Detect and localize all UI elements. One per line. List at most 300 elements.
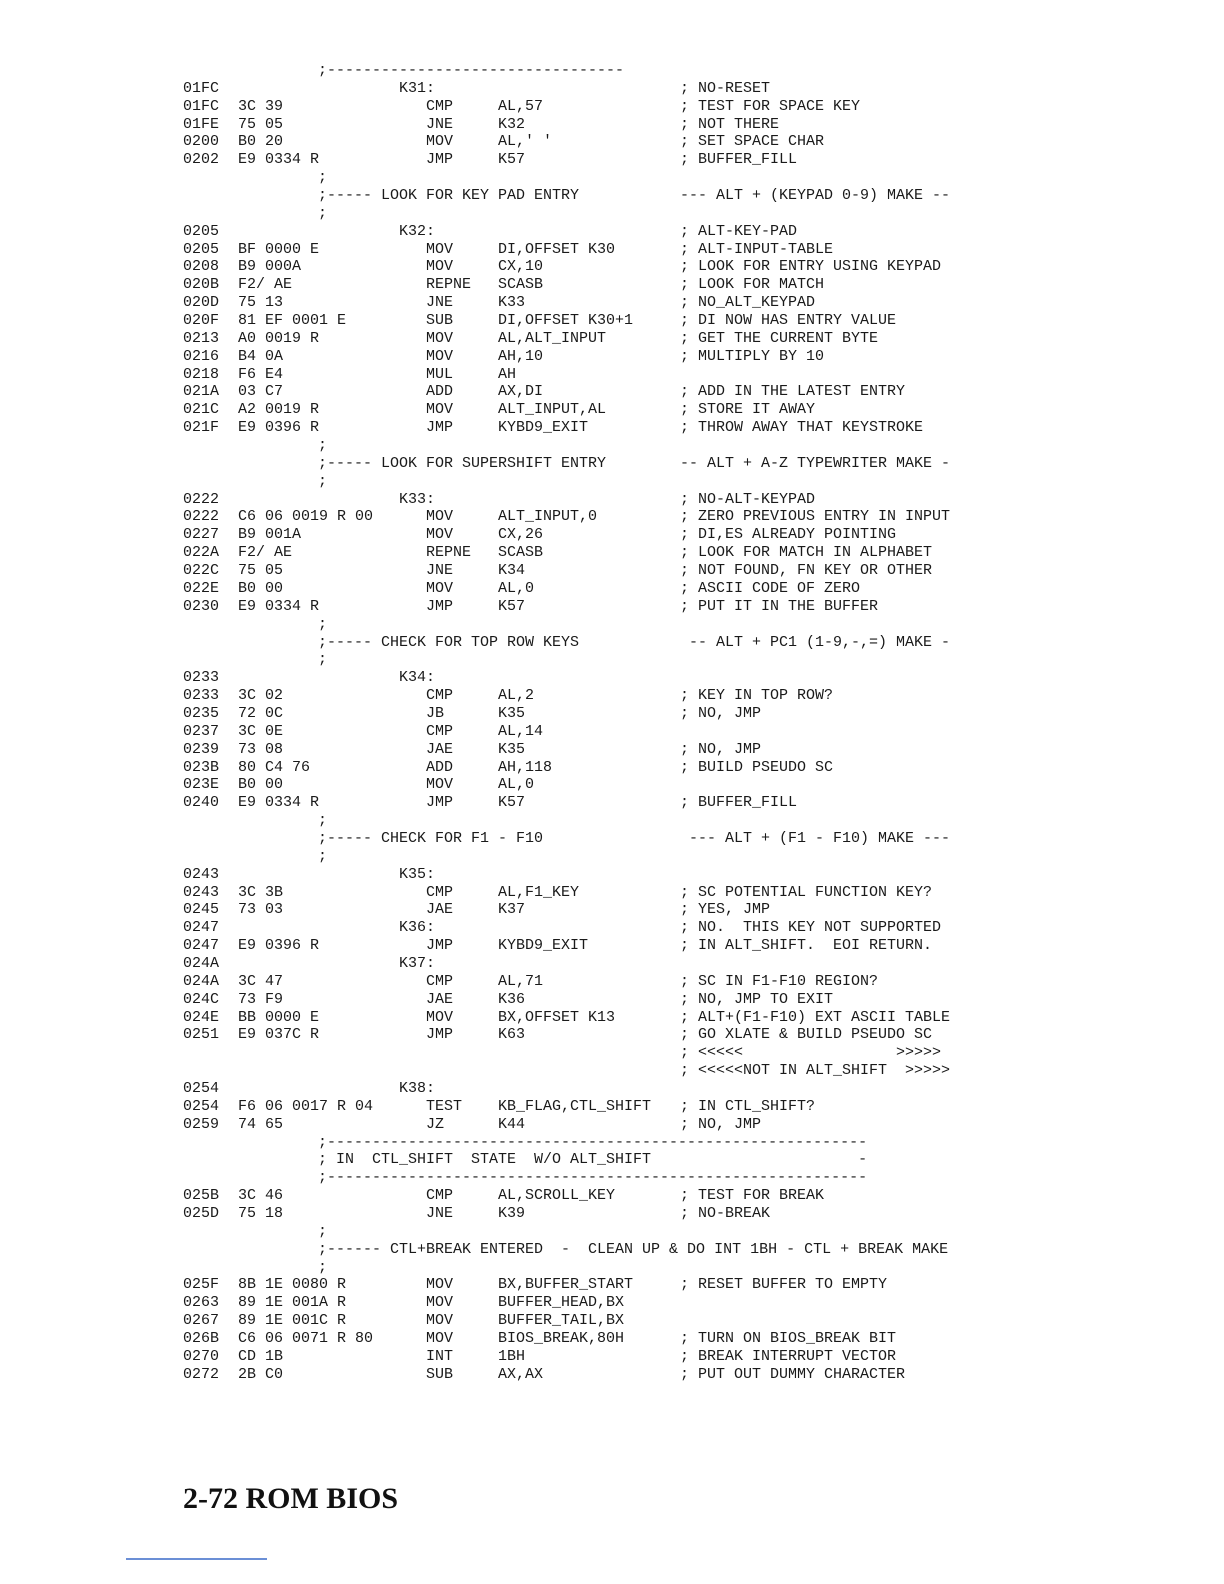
line-operands: AX,AX — [498, 1365, 544, 1383]
footer-rule — [126, 1558, 267, 1560]
line-opcode: JB — [426, 704, 445, 722]
line-machine-code: 74 65 — [238, 1115, 284, 1133]
line-opcode: MOV — [426, 1294, 454, 1312]
code-line — [183, 1366, 963, 1384]
line-address: 022A — [183, 544, 220, 562]
section-comment: --- ALT + (KEYPAD 0-9) MAKE -- — [680, 187, 951, 205]
line-machine-code: C6 06 0071 R 80 — [238, 1330, 374, 1348]
line-label: K37: — [399, 954, 436, 972]
line-operands: ALT_INPUT,0 — [498, 508, 598, 526]
line-machine-code: B9 000A — [238, 258, 302, 276]
line-operands: 1BH — [498, 1347, 526, 1365]
code-line — [183, 1026, 963, 1044]
line-operands: AL,14 — [498, 722, 544, 740]
line-machine-code: A0 0019 R — [238, 329, 320, 347]
line-opcode: JZ — [426, 1115, 445, 1133]
line-address: 022C — [183, 562, 220, 580]
line-opcode: MOV — [426, 526, 454, 544]
line-operands: AH — [498, 365, 517, 383]
line-address: 0233 — [183, 687, 220, 705]
line-opcode: SUB — [426, 312, 454, 330]
line-address: 0240 — [183, 794, 220, 812]
line-opcode: MOV — [426, 1008, 454, 1026]
line-comment: ; LOOK FOR ENTRY USING KEYPAD — [680, 258, 942, 276]
section-comment: -- ALT + PC1 (1-9,-,=) MAKE - — [680, 633, 951, 651]
line-opcode: JNE — [426, 1205, 454, 1222]
line-opcode: ADD — [426, 758, 454, 776]
code-line — [183, 562, 963, 580]
line-comment: ; RESET BUFFER TO EMPTY — [680, 1276, 888, 1294]
line-comment: ; IN ALT_SHIFT. EOI RETURN. — [680, 937, 933, 955]
line-address: 0272 — [183, 1365, 220, 1383]
line-opcode: JNE — [426, 562, 454, 580]
line-operands: K63 — [498, 1026, 526, 1044]
line-address: 0205 — [183, 222, 220, 240]
line-comment: ; <<<<<NOT IN ALT_SHIFT >>>>> — [680, 1062, 951, 1080]
section-heading: ;----- LOOK FOR SUPERSHIFT ENTRY — [318, 454, 607, 472]
code-line — [183, 401, 963, 419]
line-machine-code: CD 1B — [238, 1347, 284, 1365]
code-line — [183, 723, 963, 741]
section-line — [183, 634, 963, 652]
line-machine-code: B0 20 — [238, 133, 284, 151]
line-operands: AL,0 — [498, 579, 535, 597]
line-address: 021A — [183, 383, 220, 401]
section-heading: ;----- CHECK FOR F1 - F10 — [318, 829, 544, 847]
line-comment: ; SC POTENTIAL FUNCTION KEY? — [680, 883, 933, 901]
line-address: 0251 — [183, 1026, 220, 1044]
line-address: 0218 — [183, 365, 220, 383]
separator-comment: ; — [318, 1222, 328, 1240]
line-opcode: INT — [426, 1347, 454, 1365]
line-opcode: CMP — [426, 1187, 454, 1205]
code-line — [183, 1116, 963, 1134]
line-machine-code: E9 0334 R — [238, 597, 320, 615]
line-operands: AL,2 — [498, 687, 535, 705]
line-machine-code: E9 0334 R — [238, 794, 320, 812]
line-comment: ; NO, JMP — [680, 704, 762, 722]
code-line — [183, 116, 963, 134]
line-comment: ; ZERO PREVIOUS ENTRY IN INPUT — [680, 508, 951, 526]
line-machine-code: 3C 0E — [238, 722, 284, 740]
line-machine-code: 81 EF 0001 E — [238, 312, 347, 330]
code-line — [183, 705, 963, 723]
line-address: 01FC — [183, 79, 220, 97]
separator-comment: ; — [318, 615, 328, 633]
line-opcode: JNE — [426, 115, 454, 133]
line-opcode: MOV — [426, 508, 454, 526]
line-comment: ; NO, JMP — [680, 740, 762, 758]
line-address: 025D — [183, 1205, 220, 1222]
code-line — [183, 580, 963, 598]
separator-comment: ; — [318, 169, 328, 187]
line-address: 0222 — [183, 508, 220, 526]
code-line — [183, 1098, 963, 1116]
line-comment: ; PUT IT IN THE BUFFER — [680, 597, 879, 615]
assembly-listing — [183, 62, 963, 1384]
line-operands: AX,DI — [498, 383, 544, 401]
line-comment: ; ALT-KEY-PAD — [680, 222, 798, 240]
line-address: 0213 — [183, 329, 220, 347]
code-line — [183, 294, 963, 312]
separator-line — [183, 437, 963, 455]
code-line — [183, 901, 963, 919]
line-operands: K32 — [498, 115, 526, 133]
line-comment: ; ADD IN THE LATEST ENTRY — [680, 383, 906, 401]
line-machine-code: B9 001A — [238, 526, 302, 544]
line-machine-code: E9 0396 R — [238, 419, 320, 437]
line-machine-code: C6 06 0019 R 00 — [238, 508, 374, 526]
line-opcode: JMP — [426, 794, 454, 812]
line-machine-code: 8B 1E 0080 R — [238, 1276, 347, 1294]
line-opcode: MOV — [426, 1276, 454, 1294]
line-operands: K57 — [498, 794, 526, 812]
separator-line — [183, 1169, 963, 1187]
line-operands: BX,BUFFER_START — [498, 1276, 634, 1294]
separator-comment: ; — [318, 472, 328, 490]
code-line — [183, 759, 963, 777]
line-address: 01FE — [183, 115, 220, 133]
code-line — [183, 866, 963, 884]
line-opcode: CMP — [426, 722, 454, 740]
line-comment: ; KEY IN TOP ROW? — [680, 687, 834, 705]
code-line — [183, 1294, 963, 1312]
line-operands: CX,10 — [498, 258, 544, 276]
line-machine-code: 89 1E 001C R — [238, 1312, 347, 1330]
line-address: 0208 — [183, 258, 220, 276]
line-address: 0227 — [183, 526, 220, 544]
code-line — [183, 955, 963, 973]
line-opcode: JMP — [426, 151, 454, 169]
line-address: 0243 — [183, 865, 220, 883]
line-address: 022E — [183, 579, 220, 597]
section-heading: ;----- LOOK FOR KEY PAD ENTRY — [318, 187, 580, 205]
line-operands: AL,ALT_INPUT — [498, 329, 607, 347]
line-machine-code: 3C 46 — [238, 1187, 284, 1205]
separator-line — [183, 1223, 963, 1241]
line-operands: AL,SCROLL_KEY — [498, 1187, 616, 1205]
line-machine-code: 3C 39 — [238, 97, 284, 115]
line-address: 024C — [183, 990, 220, 1008]
code-line — [183, 491, 963, 509]
line-machine-code: 75 05 — [238, 562, 284, 580]
line-operands: AL,57 — [498, 97, 544, 115]
line-machine-code: F6 E4 — [238, 365, 284, 383]
code-line — [183, 1080, 963, 1098]
line-comment: ; PUT OUT DUMMY CHARACTER — [680, 1365, 906, 1383]
code-line — [183, 348, 963, 366]
line-comment: ; NO. THIS KEY NOT SUPPORTED — [680, 919, 942, 937]
line-address: 0216 — [183, 347, 220, 365]
line-operands: K36 — [498, 990, 526, 1008]
line-comment: ; NO, JMP TO EXIT — [680, 990, 834, 1008]
separator-line — [183, 651, 963, 669]
line-address: 0254 — [183, 1097, 220, 1115]
line-operands: CX,26 — [498, 526, 544, 544]
separator-line — [183, 616, 963, 634]
line-comment: ; BUFFER_FILL — [680, 151, 798, 169]
line-operands: SCASB — [498, 544, 544, 562]
line-address: 0270 — [183, 1347, 220, 1365]
line-comment: ; BUFFER_FILL — [680, 794, 798, 812]
line-opcode: JMP — [426, 1026, 454, 1044]
separator-comment: ; — [318, 847, 328, 865]
section-comment: --- ALT + (F1 - F10) MAKE --- — [680, 829, 951, 847]
line-address: 0235 — [183, 704, 220, 722]
line-opcode: JMP — [426, 597, 454, 615]
line-opcode: JMP — [426, 937, 454, 955]
line-comment: ; YES, JMP — [680, 901, 771, 919]
line-comment: ; GO XLATE & BUILD PSEUDO SC — [680, 1026, 933, 1044]
line-opcode: MOV — [426, 579, 454, 597]
separator-comment: ;------------------------------------------------------------ — [318, 1169, 868, 1187]
separator-line — [183, 848, 963, 866]
line-address: 0202 — [183, 151, 220, 169]
code-line — [183, 973, 963, 991]
code-line — [183, 526, 963, 544]
line-opcode: CMP — [426, 972, 454, 990]
separator-comment: ; — [318, 651, 328, 669]
line-machine-code: F2/ AE — [238, 276, 293, 294]
line-comment: ; BUILD PSEUDO SC — [680, 758, 834, 776]
line-label: K38: — [399, 1079, 436, 1097]
line-operands: DI,OFFSET K30+1 — [498, 312, 634, 330]
line-opcode: MOV — [426, 240, 454, 258]
line-operands: KB_FLAG,CTL_SHIFT — [498, 1097, 652, 1115]
line-opcode: MOV — [426, 1330, 454, 1348]
line-comment: ; ALT-INPUT-TABLE — [680, 240, 834, 258]
line-comment: ; <<<<< >>>>> — [680, 1044, 942, 1062]
line-label: K36: — [399, 919, 436, 937]
line-opcode: MOV — [426, 1312, 454, 1330]
code-line — [183, 133, 963, 151]
code-line — [183, 544, 963, 562]
line-address: 025B — [183, 1187, 220, 1205]
separator-line — [183, 1241, 963, 1259]
line-comment: ; BREAK INTERRUPT VECTOR — [680, 1347, 897, 1365]
line-comment: ; NOT FOUND, FN KEY OR OTHER — [680, 562, 933, 580]
separator-comment: ;------------------------------------------------------------ — [318, 1133, 868, 1151]
line-address: 020D — [183, 294, 220, 312]
line-comment: ; GET THE CURRENT BYTE — [680, 329, 879, 347]
code-line — [183, 919, 963, 937]
line-opcode: REPNE — [426, 544, 472, 562]
code-line — [183, 366, 963, 384]
line-label: K33: — [399, 490, 436, 508]
line-comment: ; SET SPACE CHAR — [680, 133, 825, 151]
line-comment: ; STORE IT AWAY — [680, 401, 816, 419]
line-label: K32: — [399, 222, 436, 240]
section-line — [183, 187, 963, 205]
separator-comment: ;------ CTL+BREAK ENTERED - CLEAN UP & DO INT 1BH - CTL + BREAK MAKE — [318, 1240, 949, 1258]
code-line — [183, 223, 963, 241]
line-address: 0263 — [183, 1294, 220, 1312]
separator-comment: ; — [318, 204, 328, 222]
line-address: 026B — [183, 1330, 220, 1348]
line-address: 021F — [183, 419, 220, 437]
line-label: K34: — [399, 669, 436, 687]
line-machine-code: 75 05 — [238, 115, 284, 133]
separator-line — [183, 62, 963, 80]
line-comment: ; NO-BREAK — [680, 1205, 771, 1222]
line-address: 025F — [183, 1276, 220, 1294]
line-label: K31: — [399, 79, 436, 97]
line-machine-code: B4 0A — [238, 347, 284, 365]
line-comment: ; NO_ALT_KEYPAD — [680, 294, 816, 312]
line-opcode: TEST — [426, 1097, 463, 1115]
line-machine-code: A2 0019 R — [238, 401, 320, 419]
line-address: 0205 — [183, 240, 220, 258]
code-line — [183, 312, 963, 330]
line-machine-code: 75 18 — [238, 1205, 284, 1222]
line-comment: ; ASCII CODE OF ZERO — [680, 579, 861, 597]
line-machine-code: 03 C7 — [238, 383, 284, 401]
line-opcode: MOV — [426, 133, 454, 151]
code-line — [183, 598, 963, 616]
line-machine-code: 3C 02 — [238, 687, 284, 705]
line-comment: ; DI,ES ALREADY POINTING — [680, 526, 897, 544]
line-opcode: JAE — [426, 901, 454, 919]
code-line — [183, 687, 963, 705]
line-operands: KYBD9_EXIT — [498, 419, 589, 437]
line-address: 021C — [183, 401, 220, 419]
code-line — [183, 419, 963, 437]
line-comment: ; NO-ALT-KEYPAD — [680, 490, 816, 508]
line-machine-code: 72 0C — [238, 704, 284, 722]
code-line — [183, 330, 963, 348]
separator-comment: ; — [318, 812, 328, 830]
line-address: 0230 — [183, 597, 220, 615]
section-line — [183, 455, 963, 473]
code-line — [183, 1009, 963, 1027]
line-address: 0247 — [183, 937, 220, 955]
line-machine-code: E9 0334 R — [238, 151, 320, 169]
code-line — [183, 383, 963, 401]
line-comment: ; TEST FOR SPACE KEY — [680, 97, 861, 115]
line-address: 024A — [183, 972, 220, 990]
line-opcode: ADD — [426, 383, 454, 401]
code-line — [183, 98, 963, 116]
line-machine-code: BF 0000 E — [238, 240, 320, 258]
line-machine-code: F6 06 0017 R 04 — [238, 1097, 374, 1115]
separator-line — [183, 812, 963, 830]
line-address: 024A — [183, 954, 220, 972]
line-machine-code: E9 037C R — [238, 1026, 320, 1044]
code-line — [183, 937, 963, 955]
code-line — [183, 1312, 963, 1330]
line-machine-code: 73 F9 — [238, 990, 284, 1008]
page-footer: 2-72 ROM BIOS — [183, 1482, 399, 1515]
line-address: 0233 — [183, 669, 220, 687]
line-comment: ; LOOK FOR MATCH — [680, 276, 825, 294]
line-operands: AL,71 — [498, 972, 544, 990]
line-opcode: MUL — [426, 365, 454, 383]
line-operands: DI,OFFSET K30 — [498, 240, 616, 258]
line-machine-code: B0 00 — [238, 776, 284, 794]
separator-line — [183, 1134, 963, 1152]
code-line — [183, 776, 963, 794]
line-comment: ; DI NOW HAS ENTRY VALUE — [680, 312, 897, 330]
line-operands: K33 — [498, 294, 526, 312]
section-comment: -- ALT + A-Z TYPEWRITER MAKE - — [680, 454, 951, 472]
line-address: 0254 — [183, 1079, 220, 1097]
code-line — [183, 80, 963, 98]
line-address: 0267 — [183, 1312, 220, 1330]
line-operands: AL,0 — [498, 776, 535, 794]
code-line — [183, 1062, 963, 1080]
line-address: 0259 — [183, 1115, 220, 1133]
line-address: 0222 — [183, 490, 220, 508]
code-line — [183, 669, 963, 687]
line-operands: ALT_INPUT,AL — [498, 401, 607, 419]
line-opcode: MOV — [426, 347, 454, 365]
line-operands: BIOS_BREAK,80H — [498, 1330, 625, 1348]
line-opcode: CMP — [426, 97, 454, 115]
line-machine-code: 2B C0 — [238, 1365, 284, 1383]
line-opcode: MOV — [426, 776, 454, 794]
line-operands: BUFFER_TAIL,BX — [498, 1312, 625, 1330]
line-machine-code: BB 0000 E — [238, 1008, 320, 1026]
code-line — [183, 991, 963, 1009]
separator-comment: ;--------------------------------- — [318, 62, 625, 79]
code-line — [183, 1276, 963, 1294]
code-line — [183, 1187, 963, 1205]
line-machine-code: 73 03 — [238, 901, 284, 919]
line-address: 023E — [183, 776, 220, 794]
line-operands: AH,10 — [498, 347, 544, 365]
line-operands: AH,118 — [498, 758, 553, 776]
line-opcode: MOV — [426, 258, 454, 276]
line-machine-code: E9 0396 R — [238, 937, 320, 955]
line-address: 024E — [183, 1008, 220, 1026]
line-label: K35: — [399, 865, 436, 883]
code-line — [183, 1044, 963, 1062]
line-address: 0200 — [183, 133, 220, 151]
line-operands: BUFFER_HEAD,BX — [498, 1294, 625, 1312]
line-address: 0237 — [183, 722, 220, 740]
line-machine-code: 3C 47 — [238, 972, 284, 990]
line-operands: K35 — [498, 740, 526, 758]
line-comment: ; THROW AWAY THAT KEYSTROKE — [680, 419, 924, 437]
line-opcode: REPNE — [426, 276, 472, 294]
line-opcode: CMP — [426, 687, 454, 705]
line-machine-code: 3C 3B — [238, 883, 284, 901]
line-address: 0243 — [183, 883, 220, 901]
line-opcode: JNE — [426, 294, 454, 312]
code-line — [183, 1205, 963, 1223]
line-comment: ; SC IN F1-F10 REGION? — [680, 972, 879, 990]
separator-line — [183, 473, 963, 491]
line-machine-code: 73 08 — [238, 740, 284, 758]
line-comment: ; ALT+(F1-F10) EXT ASCII TABLE — [680, 1008, 951, 1026]
line-comment: ; NO, JMP — [680, 1115, 762, 1133]
line-machine-code: 80 C4 76 — [238, 758, 311, 776]
code-line — [183, 241, 963, 259]
line-opcode: MOV — [426, 329, 454, 347]
line-address: 020B — [183, 276, 220, 294]
line-operands: KYBD9_EXIT — [498, 937, 589, 955]
line-operands: K35 — [498, 704, 526, 722]
line-comment: ; LOOK FOR MATCH IN ALPHABET — [680, 544, 933, 562]
separator-line — [183, 1151, 963, 1169]
code-line — [183, 151, 963, 169]
line-comment: ; TEST FOR BREAK — [680, 1187, 825, 1205]
line-comment: ; IN CTL_SHIFT? — [680, 1097, 816, 1115]
line-comment: ; TURN ON BIOS_BREAK BIT — [680, 1330, 897, 1348]
line-comment: ; NO-RESET — [680, 79, 771, 97]
line-operands: SCASB — [498, 276, 544, 294]
line-operands: K37 — [498, 901, 526, 919]
